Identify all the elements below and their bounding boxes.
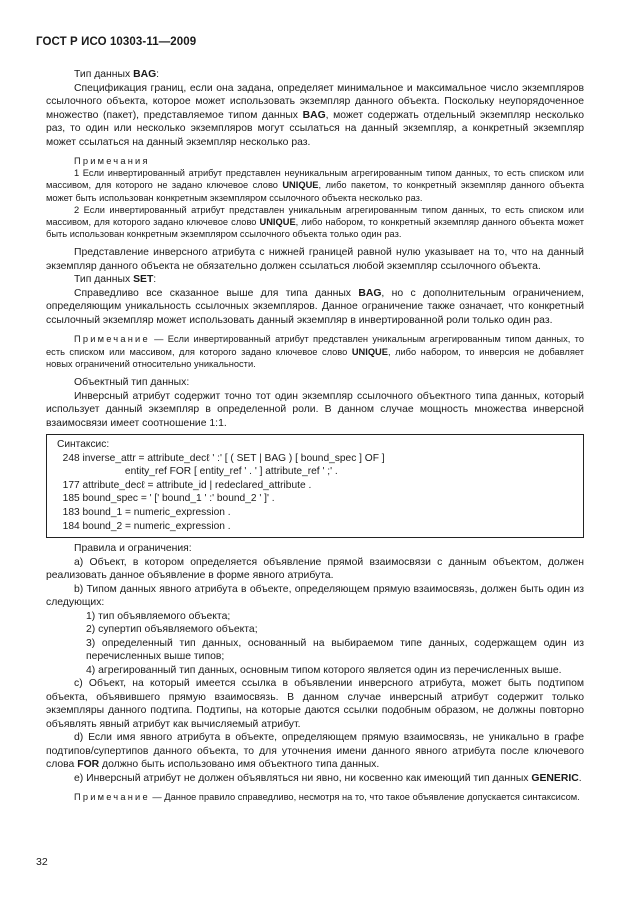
rule-b3: 3) определенный тип данных, основанный на выбираемом типе данных, содержащем один из перечисленных выше типов; <box>86 637 584 663</box>
page-content <box>46 68 584 803</box>
rules-title: Правила и ограничения: <box>74 543 192 555</box>
syntax-box <box>46 434 584 538</box>
object-type-paragraph: Инверсный атрибут содержит точно тот один экземпляр ссылочного объектного типа данных, который использует данный экземпляр в определенной роли. В данном случае мощность множества инверсной взаимосвязи имеет соотношение 1:1. <box>46 390 584 429</box>
document-header: ГОСТ Р ИСО 10303-11—2009 <box>36 36 197 48</box>
rule-c: c) Объект, на который имеется ссылка в объявлении инверсного атрибута, может быть подтипом объекта, объявившего прямую взаимосвязь. В данном случае инверсный атрибут содержит только экземпляры данного подтипа. Подтипы, на которые даются ссылки подобным образом, не должны повторно объявлять явный атрибут как вычисляемый атрибут. <box>46 678 584 730</box>
rule-b2: 2) супертип объявляемого объекта; <box>86 624 258 636</box>
syntax-line: 248 inverse_attr = attribute_decℓ ' :' [ ( SET | BAG ) [ bound_spec ] OF ] <box>57 452 385 464</box>
bag-paragraph: Спецификация границ, если она задана, определяет минимальное и максимальное число экземпляров ссылочного объекта, которое может использовать экземпляр данного объекта. Поскольку неупорядоченное множество (пакет), представляемое типом данных BAG, может содержать отдельный экземпляр несколько раз, то один или несколько экземпляров могут ссылаться на данный экземпляр, а конкретный экземпляр может ссылаться на данный экземпляр несколько раз. <box>46 82 584 148</box>
notes-block-1 <box>46 155 584 240</box>
set-paragraph: Справедливо все сказанное выше для типа данных BAG, но с дополнительным ограничением, определяющим уникальность ссылочных экземпляров. Данное ограничение также означает, что конкретный ссылочный экземпляр может использовать данный экземпляр в инвертированной роли только один раз. <box>46 287 584 326</box>
rule-d: d) Если имя явного атрибута в объекте, определяющем прямую взаимосвязь, не уникально в графе подтипов/супертипов данного объекта, то для уточнения имени данного явного атрибута после ключевого слова FOR должно быть использовано имя объектного типа данных. <box>46 732 584 771</box>
rule-b4: 4) агрегированный тип данных, основным типом которого является один из перечисленных выше. <box>86 664 562 676</box>
syntax-line: entity_ref FOR [ entity_ref ' . ' ] attribute_ref ' ;' . <box>57 466 338 478</box>
rule-b1: 1) тип объявляемого объекта; <box>86 610 231 622</box>
set-type-label: Тип данных SET: <box>74 274 157 286</box>
inverse-zero-paragraph: Представление инверсного атрибута с нижней границей равной нулю указывает на то, что на данный экземпляр данного объекта не обязательно должен ссылаться любой экземпляр ссылочного объекта. <box>46 247 584 272</box>
syntax-title: Синтаксис: <box>57 439 110 451</box>
syntax-line: 184 bound_2 = numeric_expression . <box>57 520 231 532</box>
rule-a: а) Объект, в котором определяется объявление прямой взаимосвязи с данным объектом, должен реализовать данное объявление в форме явного атрибута. <box>46 556 584 582</box>
syntax-line: 183 bound_1 = numeric_expression . <box>57 507 231 518</box>
bag-type-label: Тип данных BAG: <box>74 69 160 80</box>
rule-e: e) Инверсный атрибут не должен объявляться ни явно, ни косвенно как имеющий тип данных GENERIC. <box>74 772 582 784</box>
page-number: 32 <box>36 856 48 868</box>
note-rule: Примечание — Данное правило справедливо, несмотря на то, что такое объявление допускается синтаксисом. <box>74 792 580 803</box>
syntax-line: 185 bound_spec = ' [' bound_1 ' :' bound_2 ' ]' . <box>57 493 275 505</box>
object-type-label: Объектный тип данных: <box>74 377 190 389</box>
syntax-line: 177 attribute_decℓ = attribute_id | redeclared_attribute . <box>57 479 312 491</box>
rule-b: b) Типом данных явного атрибута в объекте, определяющем прямую взаимосвязь, должен быть один из следующих: <box>46 583 584 609</box>
note-2: 2 Если инвертированный атрибут представлен уникальным агрегированным типом данных, то есть списком или массивом, для которого задано ключевое слово UNIQUE, либо набором, то конкретный экземпляр данного объекта может быть использован конкретным экземпляром ссылочного объекта только один раз. <box>46 204 584 240</box>
notes-title: Примечания <box>74 156 150 166</box>
note-set: Примечание — Если инвертированный атрибут представлен уникальным агрегированным типом данных, то есть списком или массивом, для которого задано ключевое слово UNIQUE, либо набором, то инверсия не добавляет новых ограничений относительно уникальности. <box>46 334 584 369</box>
note-1: 1 Если инвертированный атрибут представлен неуникальным агрегированным типом данных, то есть списком или массивом, для которого не задано ключевое слово UNIQUE, либо пакетом, то конкретный экземпляр данного объекта может быть использован конкретным экземпляром ссылочного объекта несколько раз. <box>46 168 584 203</box>
